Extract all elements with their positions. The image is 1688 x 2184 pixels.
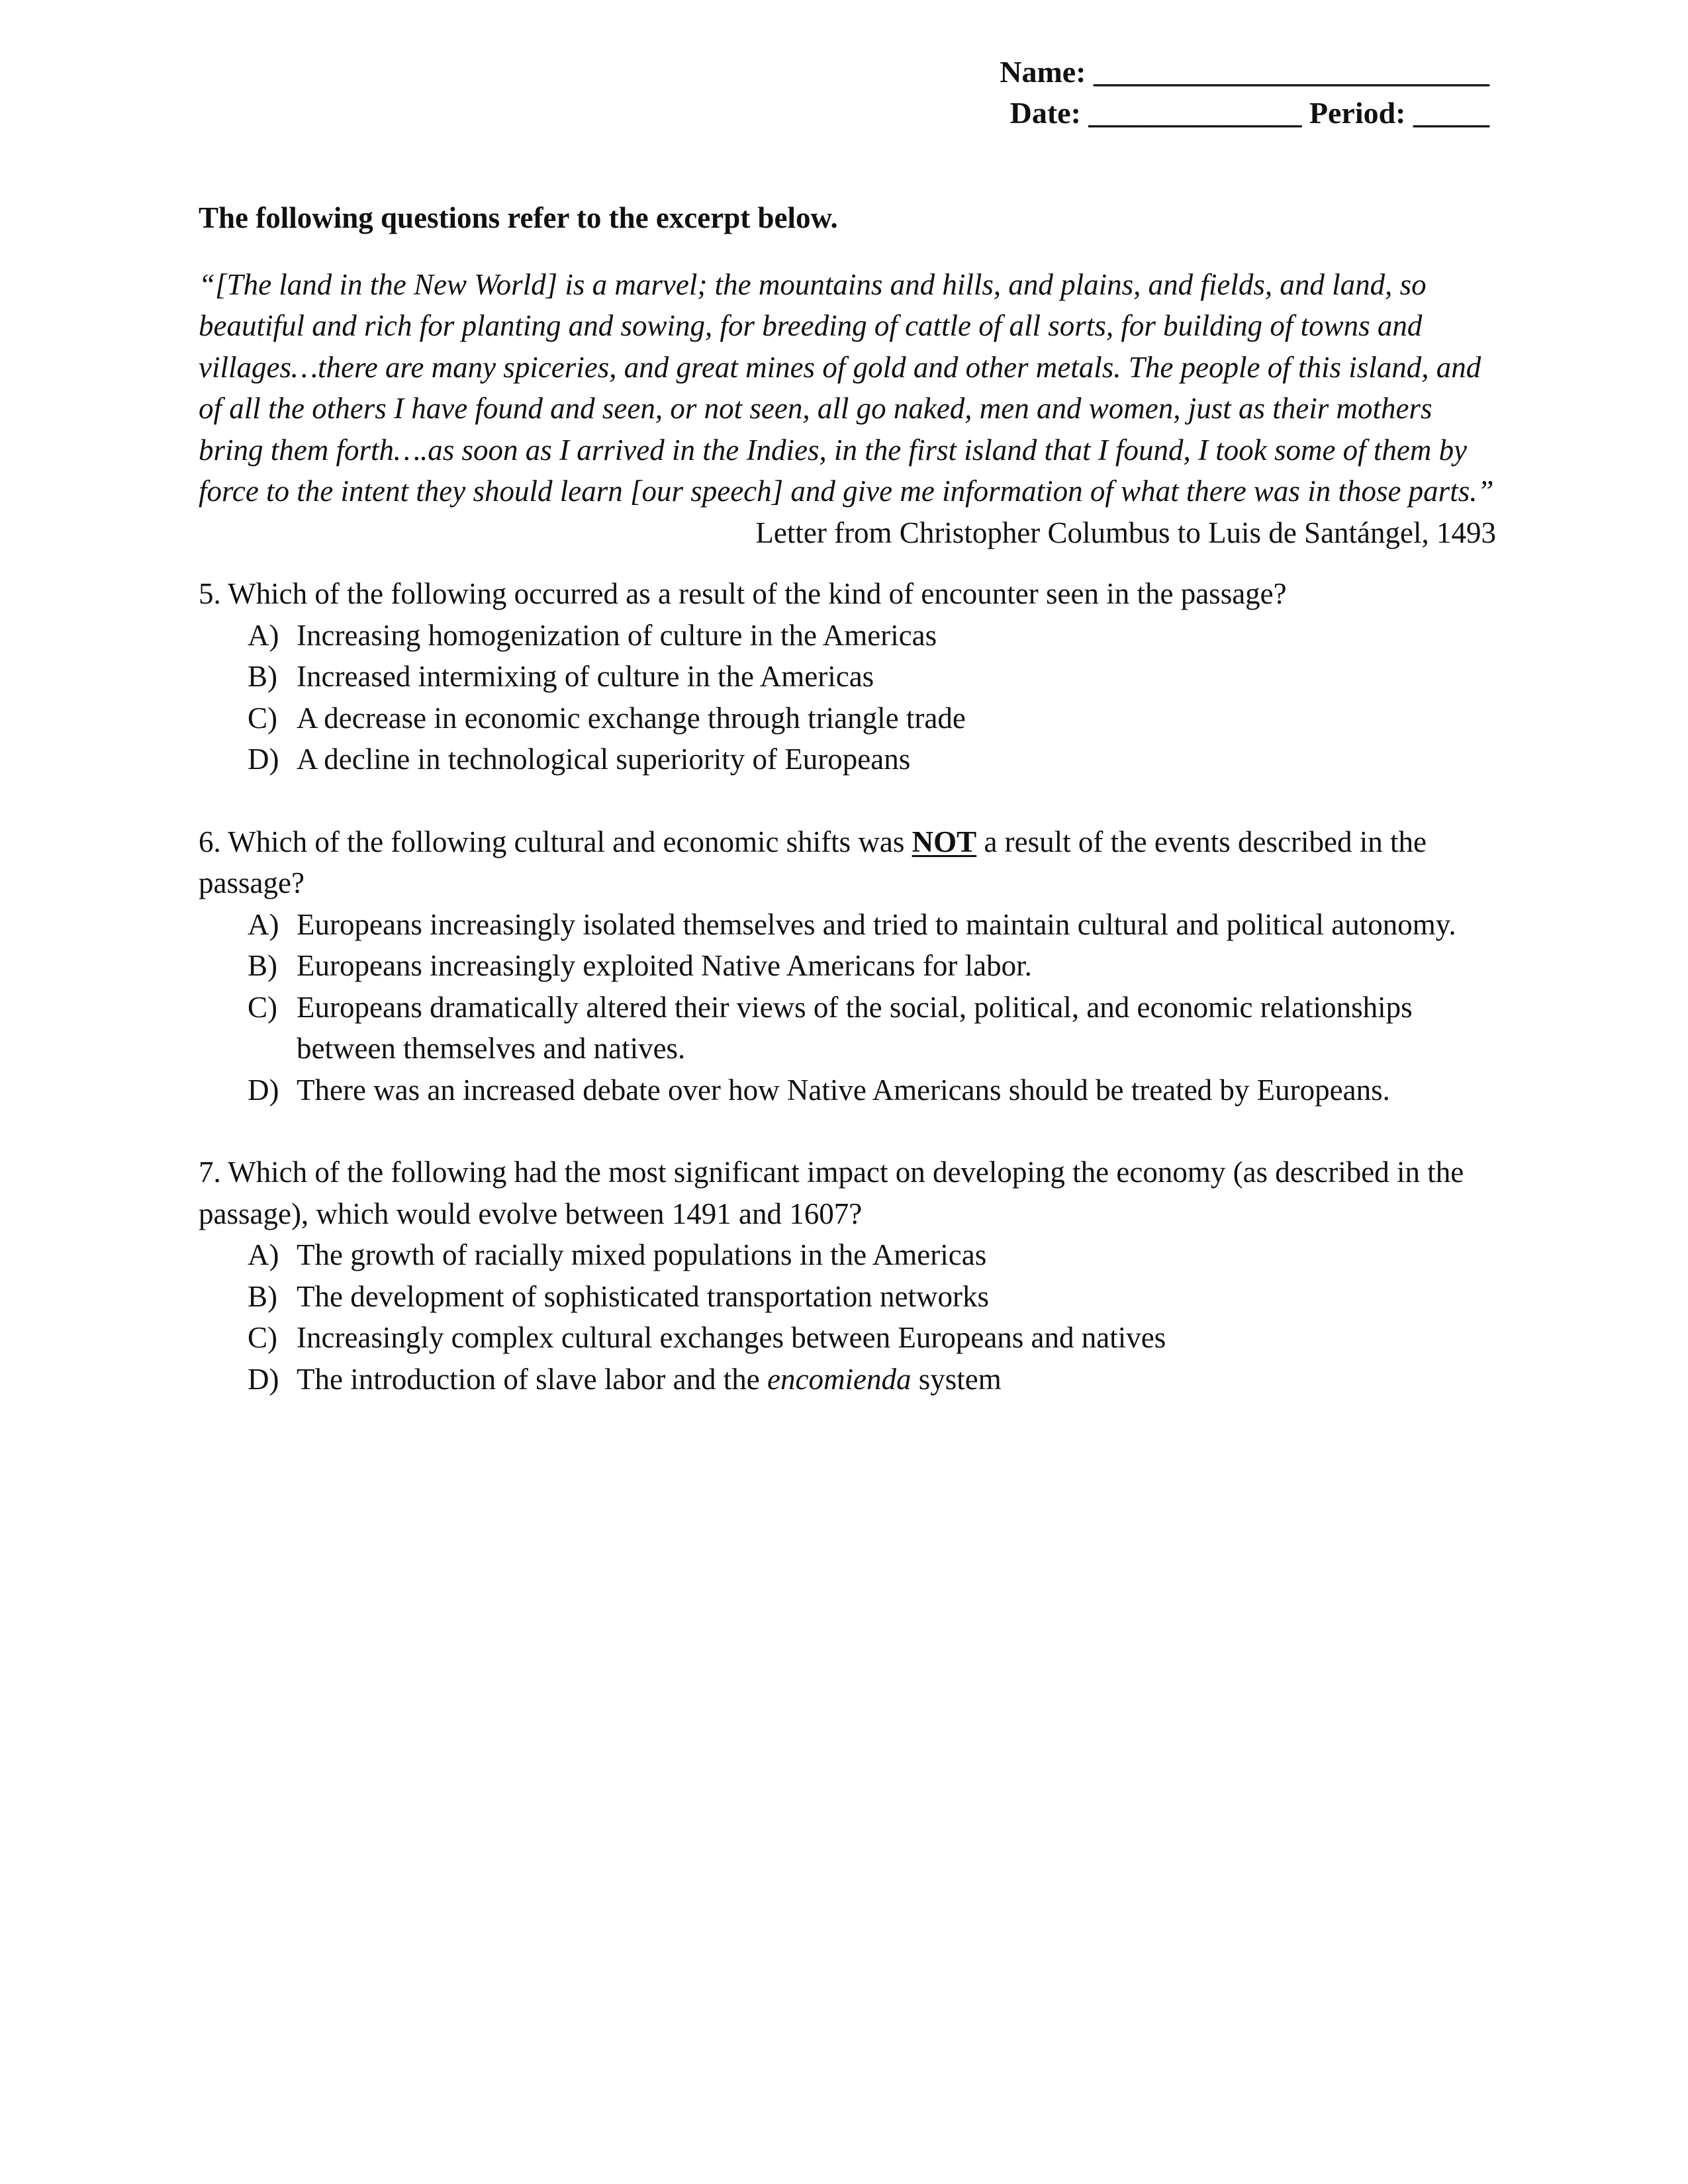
option-text: There was an increased debate over how Native Americans should be treated by Europeans. [297, 1073, 1390, 1107]
option-text [297, 1359, 1496, 1400]
option-text: Increasingly complex cultural exchanges between Europeans and natives [297, 1321, 1166, 1354]
emphasis-not: NOT [912, 825, 977, 858]
excerpt-quote: “[The land in the New World] is a marvel; the mountains and hills, and plains, and fields, and land, so beautiful and rich for planting and sowing, for breeding of cattle of all sorts, for building of towns and villages…there are many spiceries, and great mines of gold and other metals. The people of this island, and of all the others I have found and seen, or not seen, all go naked, men and women, just as their mothers bring them forth….as soon as I arrived in the Indies, in the first island that I found, I took some of them by force to the intent they should learn [our speech] and give me information of what there was in those parts.” [199, 267, 1494, 508]
answer-options [199, 615, 1496, 780]
answer-option-d [248, 1359, 1496, 1400]
instructions-heading: The following questions refer to the excerpt below. [199, 201, 838, 234]
answer-option-a [248, 1234, 1496, 1276]
worksheet-content [199, 197, 1496, 1441]
answer-option-d [248, 739, 1496, 780]
question-stem-end: a result of the events described in the passage? [199, 825, 1427, 899]
question-stem-start: 6. Which of the following cultural and economic shifts was [199, 825, 912, 858]
option-letter: A) [248, 618, 279, 652]
answer-options [199, 1234, 1496, 1400]
answer-option-b [248, 1276, 1496, 1318]
question-7 [199, 1152, 1496, 1400]
answer-option-c [248, 698, 1496, 739]
option-text: A decline in technological superiority of Europeans [297, 743, 911, 776]
option-letter: A) [248, 1238, 279, 1271]
option-letter: B) [248, 1279, 277, 1313]
option-text: The development of sophisticated transportation networks [297, 1279, 989, 1313]
answer-option-c [248, 987, 1496, 1069]
answer-option-c [248, 1317, 1496, 1359]
option-letter: C) [248, 701, 277, 735]
option-text: Europeans increasingly isolated themselves and tried to maintain cultural and political autonomy. [297, 907, 1456, 941]
option-text-start: The introduction of slave labor and the [297, 1362, 768, 1396]
option-text: The growth of racially mixed populations in the Americas [297, 1238, 987, 1271]
option-letter: B) [248, 949, 277, 982]
answer-option-a [248, 615, 1496, 657]
question-6 [199, 821, 1496, 1111]
option-letter: C) [248, 990, 277, 1024]
answer-option-d [248, 1069, 1496, 1111]
question-stem: 7. Which of the following had the most significant impact on developing the economy (as described in the passage), which would evolve between 1491 and 1607? [199, 1156, 1464, 1230]
question-stem [199, 821, 1496, 904]
question-stem: 5. Which of the following occurred as a result of the kind of encounter seen in the passage? [199, 577, 1287, 610]
option-letter: C) [248, 1321, 277, 1354]
answer-options [199, 904, 1496, 1111]
option-letter: D) [248, 743, 279, 776]
option-letter: D) [248, 1362, 279, 1396]
option-text: Europeans increasingly exploited Native Americans for labor. [297, 949, 1032, 982]
answer-option-a [248, 904, 1496, 946]
option-letter: A) [248, 907, 279, 941]
name-field: Name: __________________________ [1000, 55, 1489, 89]
option-letter: B) [248, 660, 277, 693]
option-text: Increased intermixing of culture in the Americas [297, 660, 874, 693]
answer-option-b [248, 656, 1496, 698]
option-letter: D) [248, 1073, 279, 1107]
student-info-header [1000, 52, 1489, 134]
option-text-end: system [911, 1362, 1002, 1396]
answer-option-b [248, 945, 1496, 987]
question-5 [199, 573, 1496, 780]
option-text-italic: encomienda [767, 1362, 912, 1396]
option-text: Increasing homogenization of culture in the Americas [297, 618, 937, 652]
option-text: A decrease in economic exchange through triangle trade [297, 701, 966, 735]
option-text: Europeans dramatically altered their views of the social, political, and economic relationships between themselves and natives. [297, 990, 1413, 1065]
excerpt-citation: Letter from Christopher Columbus to Luis de Santángel, 1493 [755, 516, 1496, 549]
date-period-field: Date: ______________ Period: _____ [1009, 96, 1489, 130]
